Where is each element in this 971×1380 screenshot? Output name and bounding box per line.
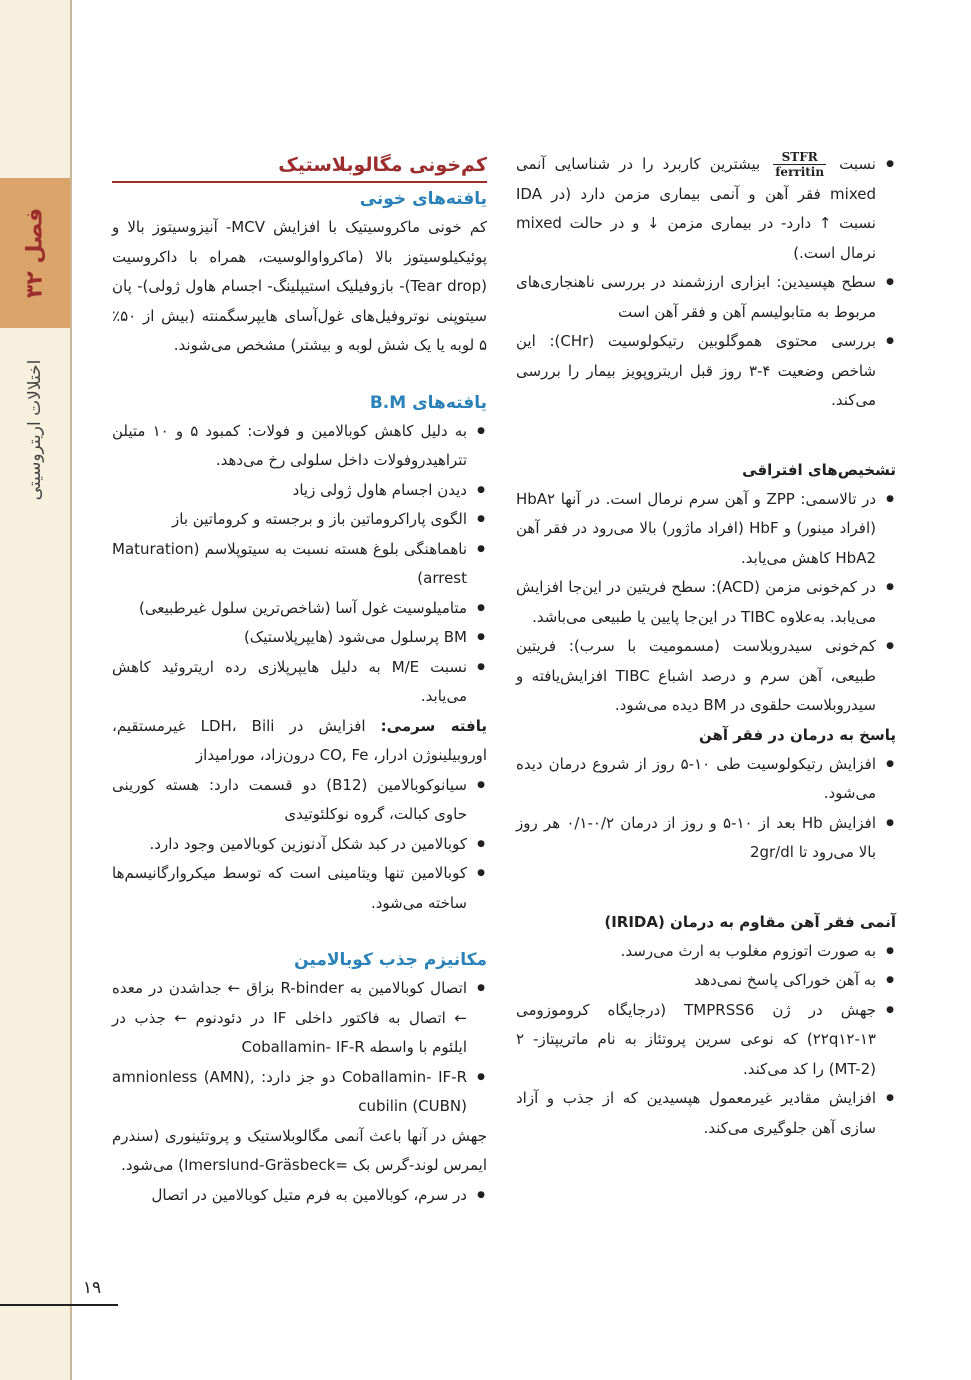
chapter-label: فصل ۳۲ bbox=[22, 207, 48, 299]
list-item: ● کم‌خونی سیدروبلاست (مسمومیت با سرب): فریتین طبیعی، آهن سرم و درصد اشباع TIBC افزایش‌یافته و سیدروبلاست حلقوی در BM دیده می‌شود. bbox=[516, 632, 896, 721]
serum-findings-label: یافته سرمی: bbox=[380, 716, 488, 735]
irida-list bbox=[516, 937, 896, 1144]
blood-findings-text: کم خونی ماکروسیتیک با افزایش MCV- آنیزوسیتوز بالا و پوئیکیلوسیتوز بالا (ماکرواوالوسیت، همراه با داکروسیت (Tear drop)- بازوفیلیک استیپلینگ- اجسام هاول ژولی)- پان سیتوپنی نوتروفیل‌های غول‌آسای هایپرسگمنته (بیش از ۵۰٪ ۵ لوبه یا یک شش لوبه و بیشتر) مشخص می‌شوند. bbox=[112, 218, 488, 354]
list-item bbox=[516, 150, 896, 268]
list-item: ● سطح هپسیدین: ابزاری ارزشمند در بررسی ناهنجاری‌های مربوط به متابولیسم آهن و فقر آهن است bbox=[516, 268, 896, 327]
list-item: ● اتصال کوبالامین به R-binder بزاق ← جداشدن در معده ← اتصال به فاکتور داخلی IF در دئودنوم ← جذب در ایلئوم با واسطه Coballamin- IF-R bbox=[112, 974, 487, 1063]
list-item: ● Coballamin- IF-R دو جز دارد: amnionless (AMN), cubilin (CUBN) bbox=[112, 1063, 487, 1122]
page-number-rule bbox=[0, 1304, 118, 1306]
list-item: ● دیدن اجسام هاول ژولی زیاد bbox=[112, 476, 487, 506]
megaloblastic-anemia-title: کم‌خونی مگالوبلاستیک bbox=[278, 154, 487, 176]
intro-list bbox=[516, 150, 896, 416]
sidebar-divider bbox=[70, 0, 72, 1380]
fraction-numerator: STFR bbox=[773, 150, 826, 165]
blood-findings-heading: یافته‌های خونی bbox=[359, 189, 487, 209]
list-item: ● در کم‌خونی مزمن (ACD): سطح فریتین در این‌جا افزایش می‌یابد. به‌علاوه TIBC در این‌جا پایین یا طبیعی می‌باشد. bbox=[516, 573, 896, 632]
topic-label: اختلالات اریتروسیتی bbox=[25, 359, 45, 501]
serum-findings-text bbox=[112, 712, 487, 771]
absorption-mechanism-heading: مکانیزم جذب کوبالامین bbox=[294, 950, 487, 970]
list-item: ● سیانوکوبالامین (B12) دو قسمت دارد: هسته کورینی حاوی کبالت، گروه نوکلئوتیدی bbox=[112, 771, 487, 830]
ratio-post: بیشترین کاربرد را در شناسایی آنمی mixed فقر آهن و آنمی بیماری مزمن دارد (در IDA نسبت ↑ دارد- در بیماری مزمن ↓ و در حالت mixed نرمال است.) bbox=[516, 155, 876, 262]
list-item: ● ناهماهنگی بلوغ هسته نسبت به سیتوپلاسم (Maturation arrest) bbox=[112, 535, 487, 594]
absorption-note: جهش در آنها باعث آنمی مگالوبلاستیک و پروتئینوری (سندرم ایمرس لوند-گرس بک =Imerslund-Gräsbeck) می‌شود. bbox=[112, 1126, 487, 1174]
b12-list bbox=[112, 771, 487, 919]
list-item: ● نسبت M/E به دلیل هایپرپلازی رده اریتروئید کاهش می‌یابد. bbox=[112, 653, 487, 712]
chapter-sidebar bbox=[0, 0, 72, 1380]
page-number: ۱۹ bbox=[82, 1278, 102, 1298]
treatment-response-heading: پاسخ به درمان در فقر آهن bbox=[698, 725, 896, 744]
list-item: ● متامیلوسیت غول آسا (شاخص‌ترین سلول غیرطبیعی) bbox=[112, 594, 487, 624]
list-item: ● کوبالامین در کبد شکل آدنوزین کوبالامین وجود دارد. bbox=[112, 830, 487, 860]
list-item: ● در تالاسمی: ZPP و آهن سرم نرمال است. در آنها HbA۲ (افراد مینور) و HbF (افراد ماژور) بالا می‌رود در فقر آهن HbA2 کاهش می‌یابد. bbox=[516, 485, 896, 574]
list-item: ● بررسی محتوی هموگلوبین رتیکولوسیت (CHr): این شاخص وضعیت ۴-۳ روز قبل اریتروپویز بیمار را بررسی می‌کند. bbox=[516, 327, 896, 416]
absorption-list bbox=[112, 974, 487, 1122]
list-item: ● افزایش مقادیر غیرمعمول هپسیدین که از جذب و آزاد سازی آهن جلوگیری می‌کند. bbox=[516, 1084, 896, 1143]
right-column bbox=[516, 150, 896, 1143]
list-item: ● افزایش رتیکولوسیت طی ۱۰-۵ روز از شروع درمان دیده می‌شود. bbox=[516, 750, 896, 809]
bm-findings-heading: یافته‌های B.M bbox=[369, 392, 487, 413]
list-item: ● به آهن خوراکی پاسخ نمی‌دهد bbox=[516, 966, 896, 996]
list-item: ● کوبالامین تنها ویتامینی است که توسط میکروارگانیسم‌ها ساخته می‌شود. bbox=[112, 859, 487, 918]
differential-list bbox=[516, 485, 896, 721]
ratio-pre: نسبت bbox=[839, 155, 876, 173]
treatment-list bbox=[516, 750, 896, 868]
list-item: ● افزایش Hb بعد از ۱۰-۵ و روز از درمان ۰/۲-۰/۱ هر روز بالا می‌رود تا 2gr/dl bbox=[516, 809, 896, 868]
stfr-ferritin-fraction bbox=[773, 150, 826, 179]
list-item: ● BM پرسلول می‌شود (هایپرپلاستیک) bbox=[112, 623, 487, 653]
list-item: ● جهش در ژن TMPRSS6 (درجایگاه کروموزومی ۱۳-۲۲q۱۲) که نوعی سرین پروتئاز به نام ماتریپتاز- ۲ (MT-2) را کد می‌کند. bbox=[516, 996, 896, 1085]
bm-findings-list bbox=[112, 417, 487, 712]
fraction-denominator: ferritin bbox=[775, 165, 825, 179]
title-underline bbox=[112, 181, 487, 183]
irida-heading: آنمی فقر آهن مقاوم به درمان (IRIDA) bbox=[604, 912, 896, 931]
list-item: ● به دلیل کاهش کوبالامین و فولات: کمبود ۵ و ۱۰ متیلن تتراهیدروفولات داخل سلولی رخ می‌دهد. bbox=[112, 417, 487, 476]
list-item: ● الگوی پاراکروماتین باز و برجسته و کروماتین باز bbox=[112, 505, 487, 535]
absorption-list-cont bbox=[112, 1181, 487, 1211]
differential-diagnosis-heading: تشخیص‌های افتراقی bbox=[742, 460, 896, 479]
serum-findings-body: افزایش در LDH، Bili غیرمستقیم، اوروبیلینوژن ادرار، CO, Fe درون‌زاد، مورامیداز bbox=[112, 716, 487, 764]
left-column bbox=[112, 150, 487, 1210]
list-item: ● به صورت اتوزوم مغلوب به ارث می‌رسد. bbox=[516, 937, 896, 967]
list-item: ● در سرم، کوبالامین به فرم متیل کوبالامین در اتصال bbox=[112, 1181, 487, 1211]
